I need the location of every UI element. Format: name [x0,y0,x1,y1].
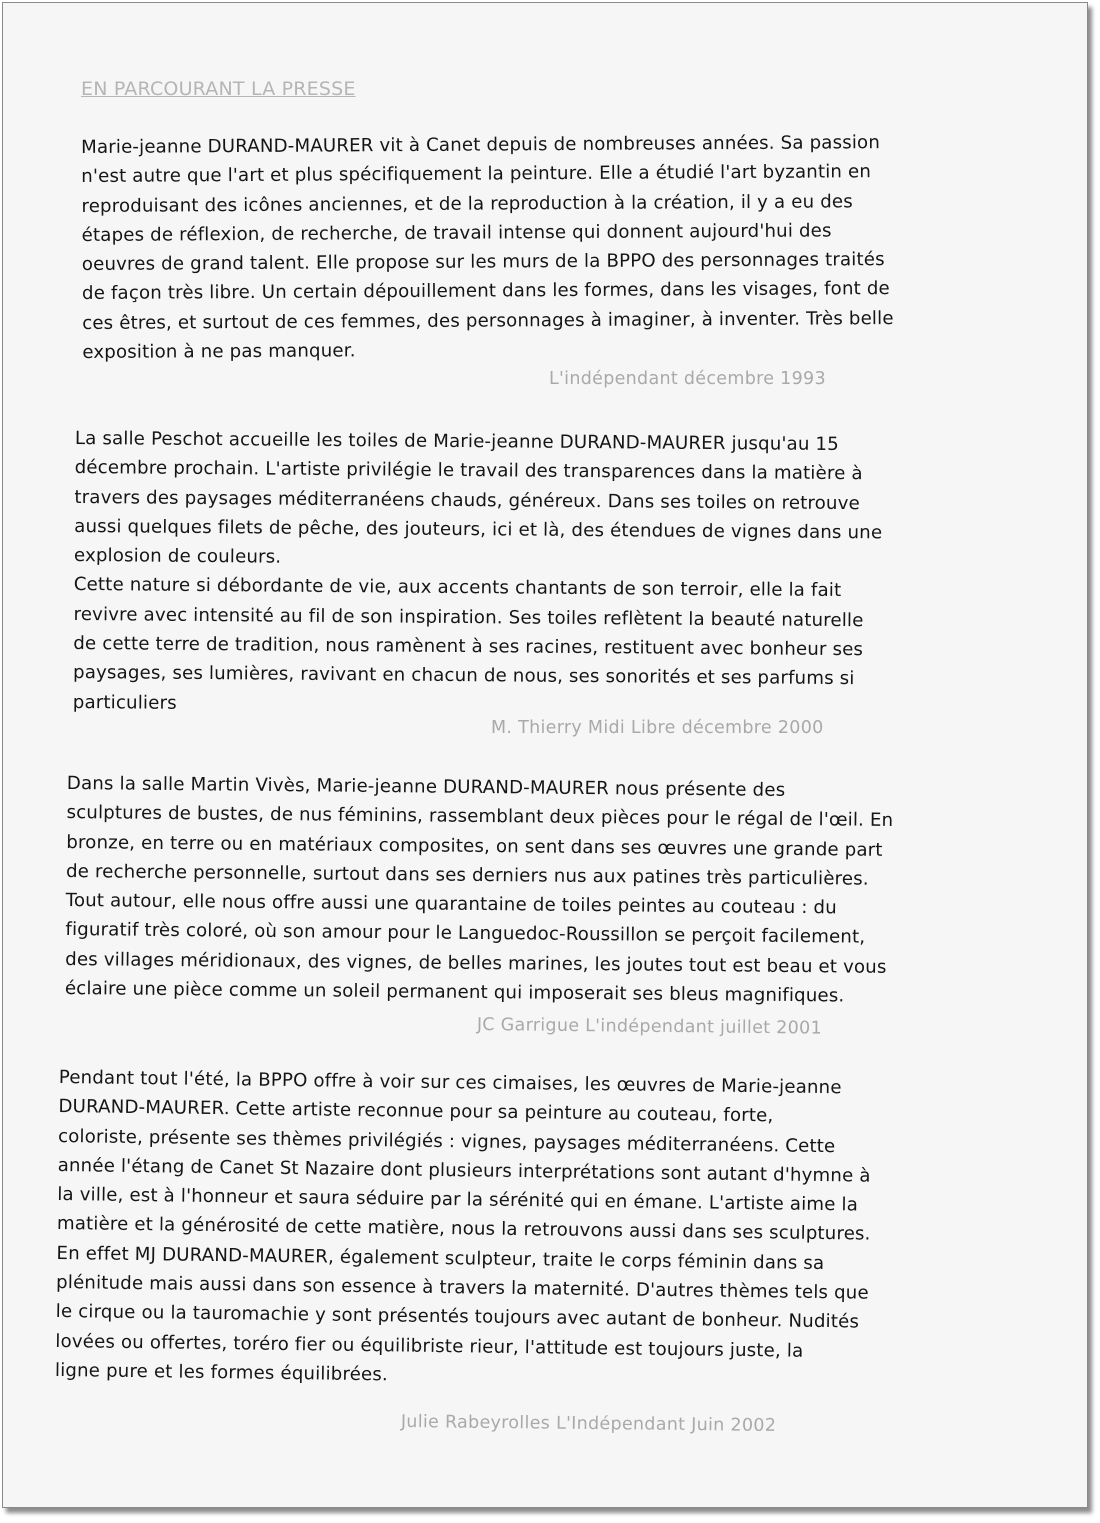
article-text: Marie-jeanne DURAND-MAURER vit à Canet depuis de nombreuses années. Sa passion n'est autre que l'art et plus spécifiquement la peinture. Elle a étudié l'art byzantin en reproduisant des icônes anciennes, et de la reproduction à la création, il y a eu des étapes de réflexion, de recherche, de travail intense qui donnent aujourd'hui des oeuvres de grand talent. Elle propose sur les murs de la BPPO des personnages traités de façon très libre. Un certain dépouillement dans les formes, dans les visages, font de ces êtres, et surtout de ces femmes, des personnages à imaginer, à inventer. Très belle exposition à ne pas manquer. [81,132,894,364]
press-article-3 [65,769,957,1012]
press-article-1 [81,128,962,368]
article-source: Julie Rabeyrolles L'Indépendant Juin 2002 [400,1412,777,1436]
article-source: M. Thierry Midi Libre décembre 2000 [491,718,824,738]
press-article-4 [55,1063,959,1397]
article-text: Dans la salle Martin Vivès, Marie-jeanne DURAND-MAURER nous présente des sculptures de bustes, de nus féminins, rassemblant deux pièces pour le régal de l'œil. En bronze, en terre ou en matériaux composites, on sent dans ses œuvres une grande part de recherche personnelle, surtout dans ses derniers nus aux patines très particulières. Tout autour, elle nous offre aussi une quarantaine de toiles peintes au couteau : du figuratif très coloré, où son amour pour le Languedoc-Roussillon se perçoit facilement, des villages méridionaux, des vignes, de belles marines, les joutes tout est beau et vous éclaire une pièce comme un soleil permanent qui imposerait ses bleus magnifiques. [64,772,894,1007]
page-heading: EN PARCOURANT LA PRESSE [81,78,356,100]
press-page [2,2,1088,1508]
press-article-2 [73,424,955,724]
article-source: L'indépendant décembre 1993 [549,369,826,389]
article-source: JC Garrigue L'indépendant juillet 2001 [476,1015,823,1039]
article-text: Pendant tout l'été, la BPPO offre à voir sur ces cimaises, les œuvres de Marie-jeanne DURAND-MAURER. Cette artiste reconnue pour sa peinture au couteau, forte, coloriste, présente ses thèmes privilégiés : vignes, paysages méditerranéens. Cette année l'étang de Canet St Nazaire dont plusieurs interprétations sont autant d'hymne à la ville, est à l'honneur et saura séduire par la sérénité qui en émane. L'artiste aime la matière et la générosité de cette matière, nous la retrouvons aussi dans ses sculptures. En effet MJ DURAND-MAURER, également sculpteur, traite le corps féminin dans sa plénitude mais aussi dans son essence à travers la maternité. D'autres thèmes tels que le cirque ou la tauromachie y sont présentés toujours avec autant de bonheur. Nudités lovées ou offertes, toréro fier ou équilibriste rieur, l'attitude est toujours juste, la ligne pure et les formes équilibrées. [54,1066,871,1386]
article-text: La salle Peschot accueille les toiles de Marie-jeanne DURAND-MAURER jusqu'au 15 décembre prochain. L'artiste privilégie le travail des transparences dans la matière à travers des paysages méditerranéens chauds, généreux. Dans ses toiles on retrouve aussi quelques filets de pêche, des jouteurs, ici et là, des étendues de vignes dans une explosion de couleurs. Cette nature si débordante de vie, aux accents chantants de son terroir, elle la fait revivre avec intensité au fil de son inspiration. Ses toiles reflètent la beauté naturelle de cette terre de tradition, nous ramènent à ses racines, restituent avec bonheur ses paysages, ses lumières, ravivant en chacun de nous, ses sonorités et ses parfums si particuliers [72,427,883,714]
